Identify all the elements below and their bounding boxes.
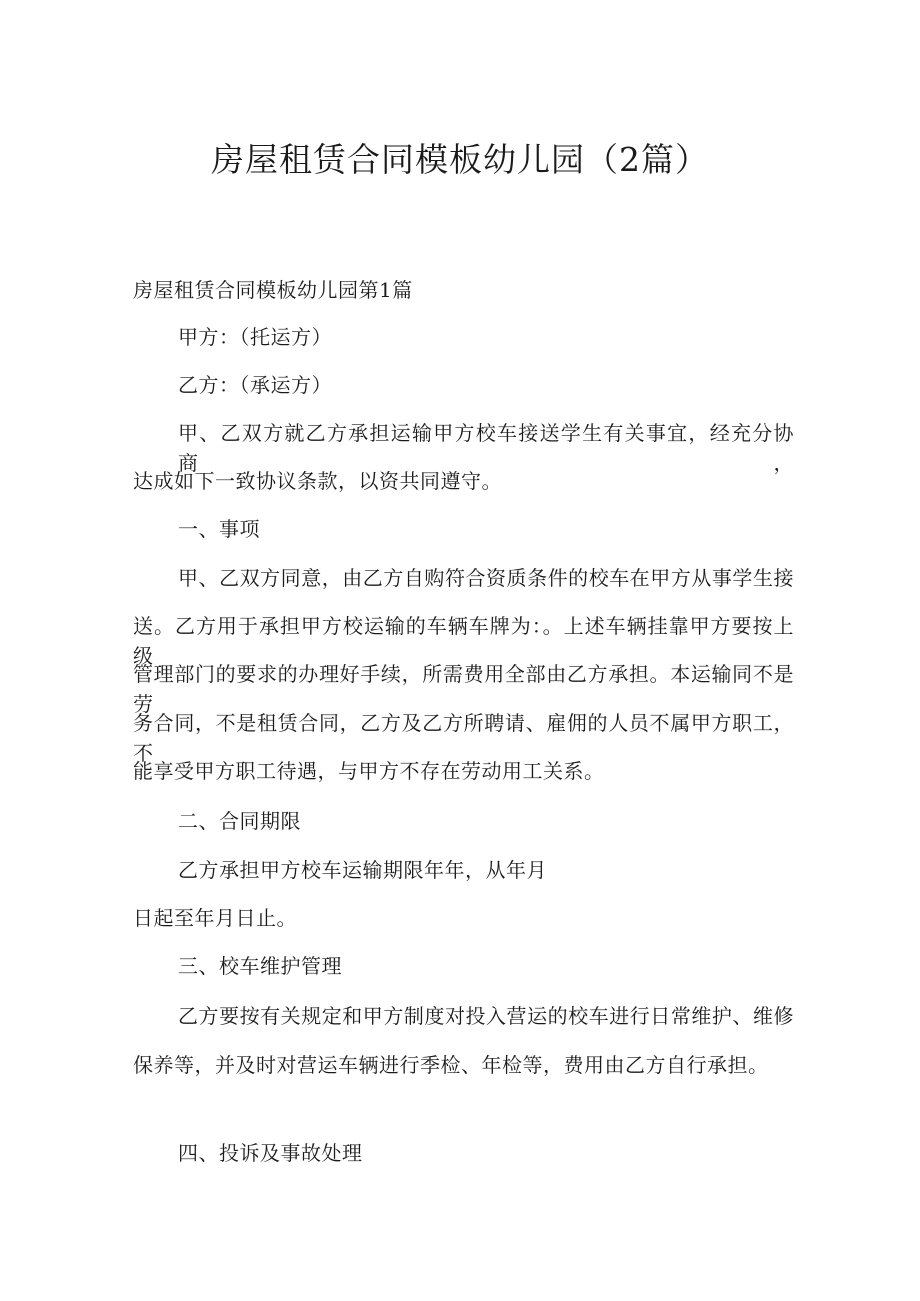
section-2-line-2: 日起至年月日止。 xyxy=(133,906,297,930)
section-1-heading: 一、事项 xyxy=(178,517,260,541)
section-2-heading: 二、合同期限 xyxy=(178,809,301,833)
section-4-heading: 四、投诉及事故处理 xyxy=(178,1141,363,1165)
party-b-line: 乙方：（承运方） xyxy=(178,373,332,397)
intro-line-2: 达成如下一致协议条款，以资共同遵守。 xyxy=(133,469,502,493)
section-2-line-1: 乙方承担甲方校车运输期限年年，从年月 xyxy=(178,858,547,882)
document-title: 房屋租赁合同模板幼儿园（2篇） xyxy=(211,140,709,179)
section-1-line-3: 管理部门的要求的办理好手续，所需费用全部由乙方承担。本运输同不是劳 xyxy=(133,662,794,716)
section-1-line-4: 务合同，不是租赁合同，乙方及乙方所聘请、雇佣的人员不属甲方职工，不 xyxy=(133,711,794,765)
section-3-line-1: 乙方要按有关规定和甲方制度对投入营运的校车进行日常维护、维修 xyxy=(178,1004,794,1028)
party-a-line: 甲方：（托运方） xyxy=(178,325,332,349)
section-3-line-2: 保养等，并及时对营运车辆进行季检、年检等，费用由乙方自行承担。 xyxy=(133,1053,769,1077)
section-1-line-2: 送。乙方用于承担甲方校运输的车辆车牌为：。上述车辆挂靠甲方要按上级 xyxy=(133,614,794,668)
section-3-heading: 三、校车维护管理 xyxy=(178,954,342,978)
section-1-line-1: 甲、乙双方同意，由乙方自购符合资质条件的校车在甲方从事学生接 xyxy=(178,566,794,590)
intro-line-1: 甲、乙双方就乙方承担运输甲方校车接送学生有关事宜，经充分协商， xyxy=(178,421,794,475)
article-subtitle: 房屋租赁合同模板幼儿园第1篇 xyxy=(133,278,413,302)
section-1-line-5: 能享受甲方职工待遇，与甲方不存在劳动用工关系。 xyxy=(133,759,605,783)
